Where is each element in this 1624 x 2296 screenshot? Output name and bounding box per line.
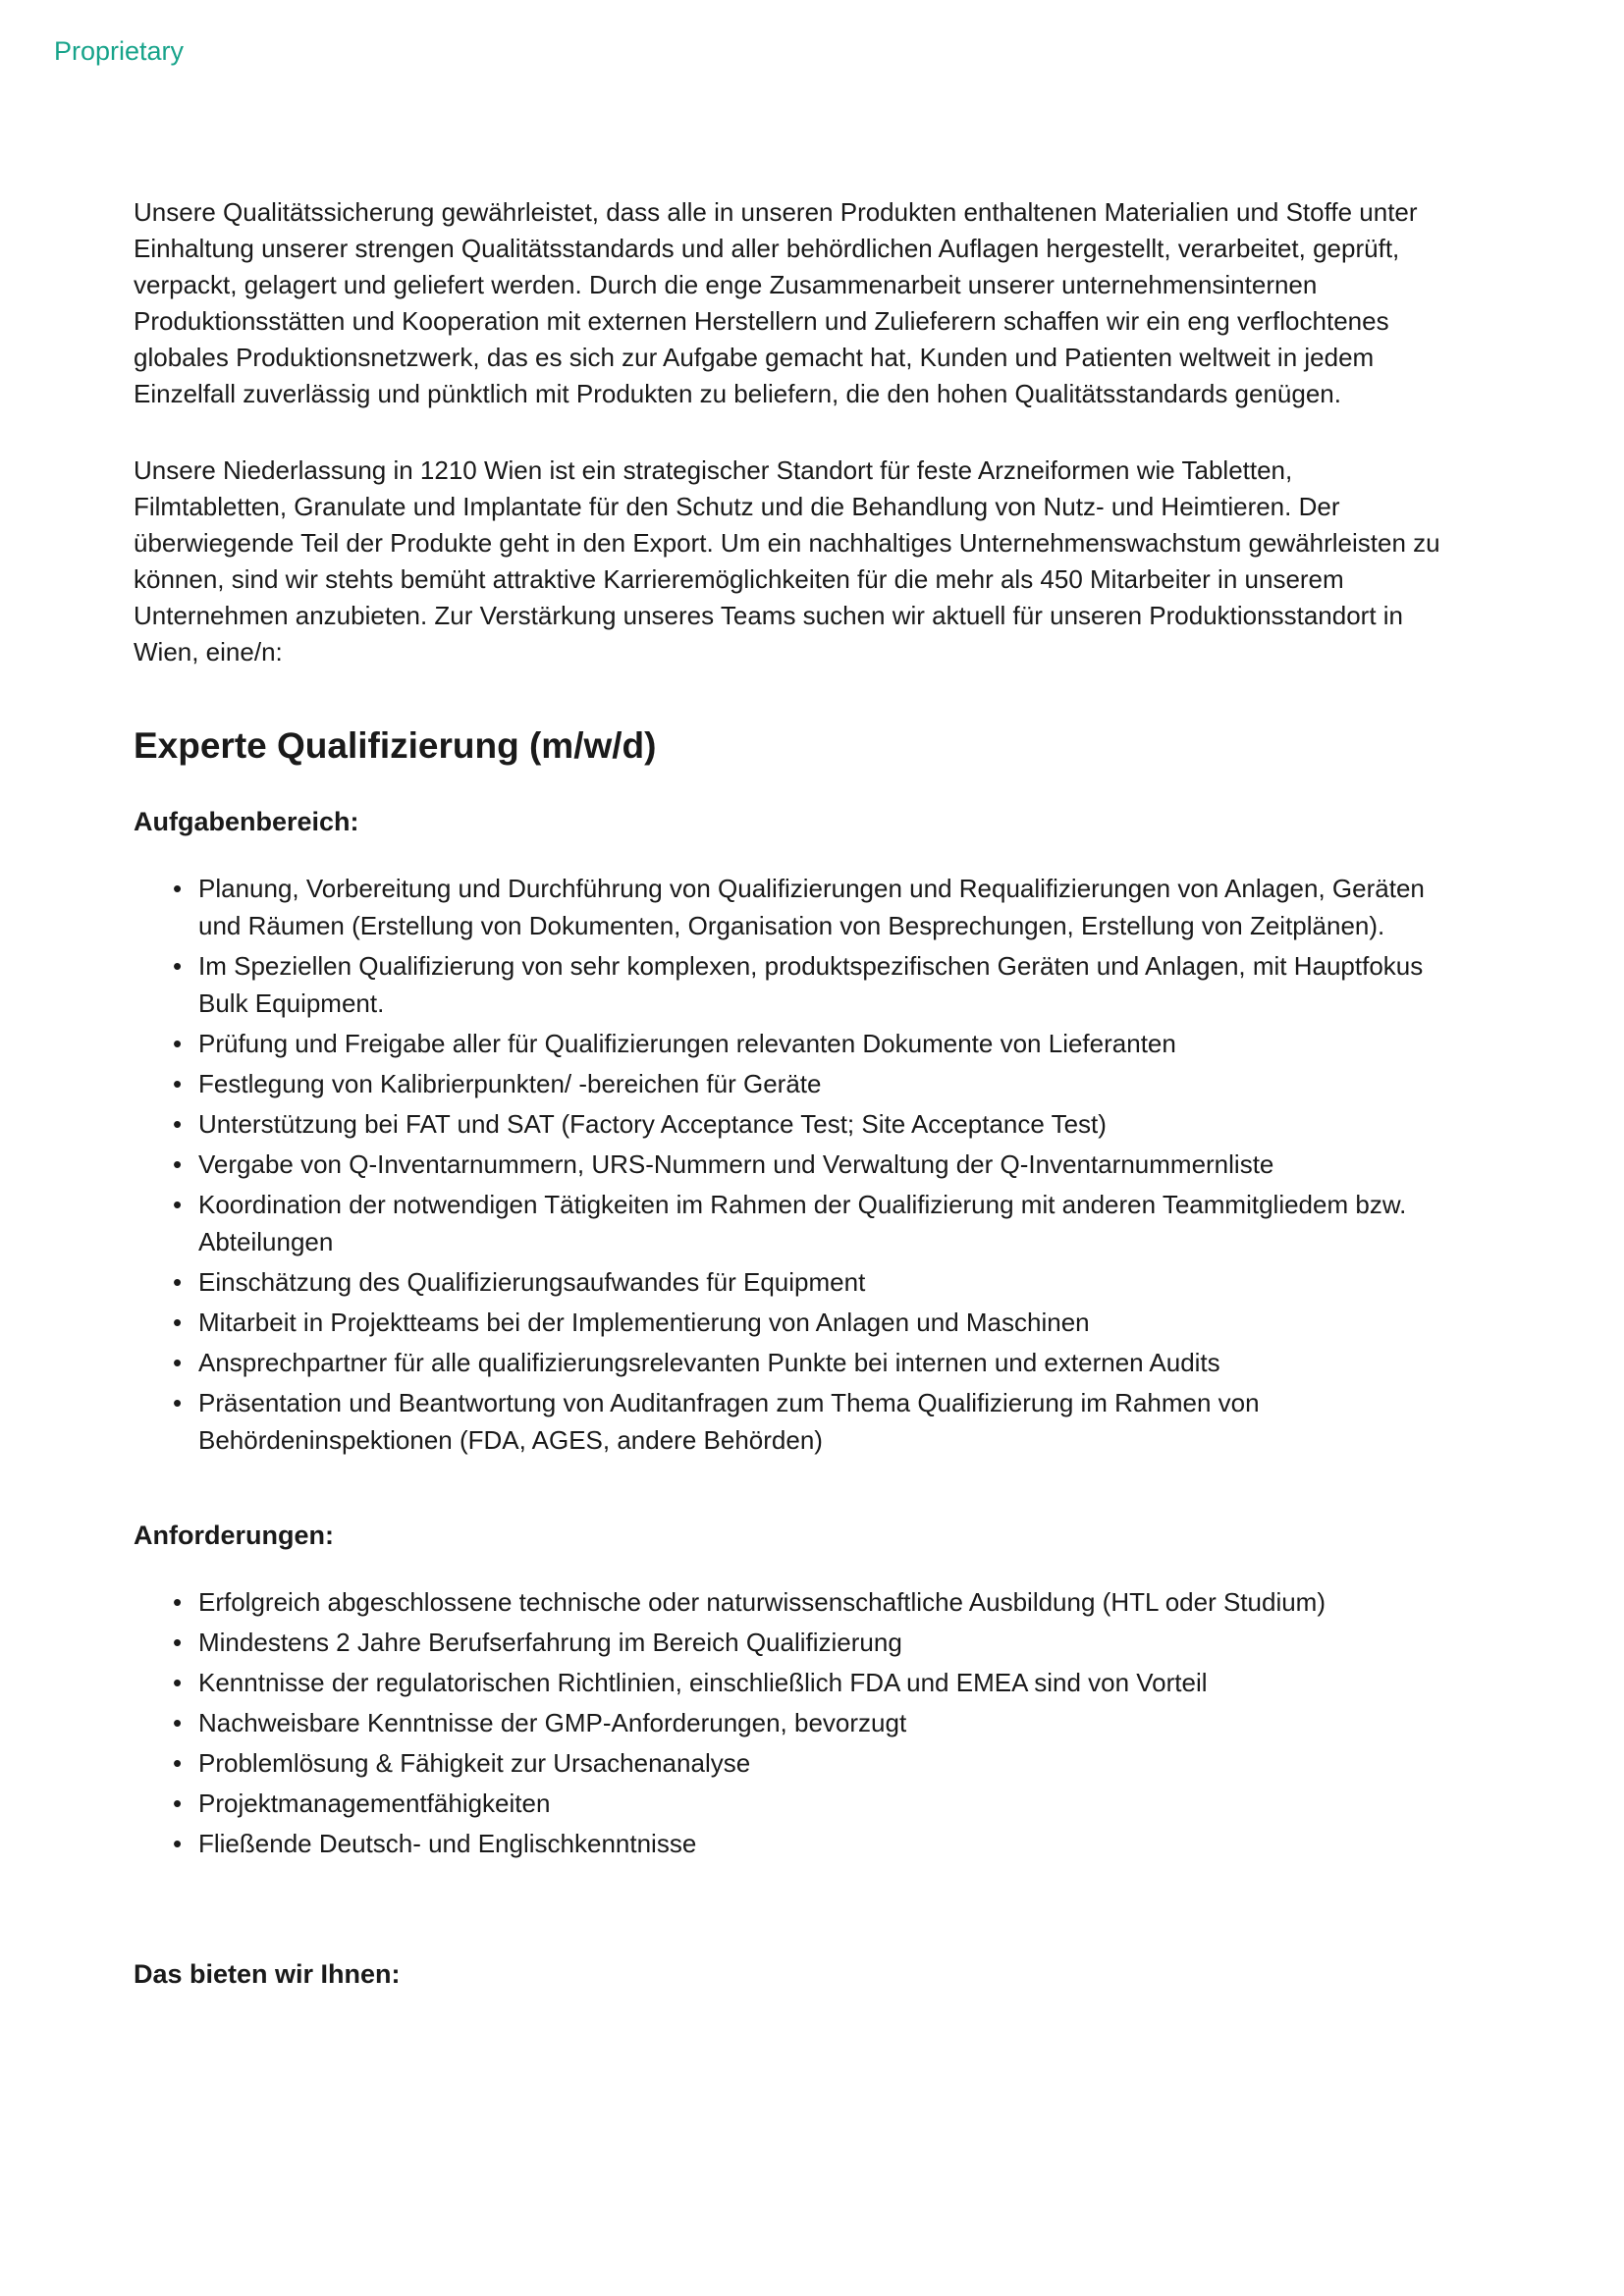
list-item bbox=[134, 1624, 1441, 1661]
document-content bbox=[134, 194, 1441, 1993]
list-item bbox=[134, 1105, 1441, 1143]
job-title: Experte Qualifizierung (m/w/d) bbox=[134, 725, 657, 766]
list-item bbox=[134, 1065, 1441, 1102]
list-item-text: Im Speziellen Qualifizierung von sehr komplexen, produktspezifischen Geräten und Anlagen, mit Hauptfokus Bulk Equipment. bbox=[198, 951, 1424, 1018]
list-item-text: Vergabe von Q-Inventarnummern, URS-Nummern und Verwaltung der Q-Inventarnummernliste bbox=[198, 1149, 1274, 1179]
list-item bbox=[134, 1664, 1441, 1701]
list-item bbox=[134, 1583, 1441, 1621]
list-item bbox=[134, 947, 1441, 1022]
intro-paragraph-1: Unsere Qualitätssicherung gewährleistet, dass alle in unseren Produkten enthaltenen Materialien und Stoffe unter Einhaltung unserer strengen Qualitätsstandards und aller behördlichen Auflagen hergestellt, verarbeitet, geprüft, verpackt, gelagert und geliefert werden. Durch die enge Zusammenarbeit unserer unternehmensinternen Produktionsstätten und Kooperation mit externen Herstellern und Zulieferern schaffen wir ein eng verflochtenes globales Produktionsnetzwerk, das es sich zur Aufgabe gemacht hat, Kunden und Patienten weltweit in jedem Einzelfall zuverlässig und pünktlich mit Produkten zu beliefern, die den hohen Qualitätsstandards genügen. bbox=[134, 197, 1418, 408]
requirements-list bbox=[134, 1583, 1441, 1862]
list-item-text: Mitarbeit in Projektteams bei der Implementierung von Anlagen und Maschinen bbox=[198, 1308, 1090, 1337]
list-item bbox=[134, 1146, 1441, 1183]
list-item bbox=[134, 1263, 1441, 1301]
list-item-text: Unterstützung bei FAT und SAT (Factory Acceptance Test; Site Acceptance Test) bbox=[198, 1109, 1107, 1139]
list-item-text: Ansprechpartner für alle qualifizierungsrelevanten Punkte bei internen und externen Audits bbox=[198, 1348, 1220, 1377]
section-heading-anforderungen: Anforderungen: bbox=[134, 1521, 334, 1550]
section-heading-das-bieten-wir-ihnen: Das bieten wir Ihnen: bbox=[134, 1959, 401, 1989]
section-heading-aufgabenbereich: Aufgabenbereich: bbox=[134, 807, 359, 836]
list-item-text: Präsentation und Beantwortung von Auditanfragen zum Thema Qualifizierung im Rahmen von Behördeninspektionen (FDA, AGES, andere Behörden) bbox=[198, 1388, 1260, 1455]
list-item bbox=[134, 1186, 1441, 1260]
list-item bbox=[134, 1025, 1441, 1062]
list-item bbox=[134, 1304, 1441, 1341]
list-item bbox=[134, 1704, 1441, 1741]
list-item-text: Kenntnisse der regulatorischen Richtlinien, einschließlich FDA und EMEA sind von Vorteil bbox=[198, 1668, 1208, 1697]
list-item-text: Einschätzung des Qualifizierungsaufwandes für Equipment bbox=[198, 1267, 866, 1297]
list-item-text: Erfolgreich abgeschlossene technische oder naturwissenschaftliche Ausbildung (HTL oder Studium) bbox=[198, 1587, 1326, 1617]
list-item-text: Mindestens 2 Jahre Berufserfahrung im Bereich Qualifizierung bbox=[198, 1628, 902, 1657]
list-item-text: Projektmanagementfähigkeiten bbox=[198, 1789, 551, 1818]
intro-paragraph-2: Unsere Niederlassung in 1210 Wien ist ein strategischer Standort für feste Arzneiformen wie Tabletten, Filmtabletten, Granulate und Implantate für den Schutz und die Behandlung von Nutz- und Heimtieren. Der überwiegende Teil der Produkte geht in den Export. Um ein nachhaltiges Unternehmenswachstum gewährleisten zu können, sind wir stehts bemüht attraktive Karrieremöglichkeiten für die mehr als 450 Mitarbeiter in unserem Unternehmen anzubieten. Zur Verstärkung unseres Teams suchen wir aktuell für unseren Produktionsstandort in Wien, eine/n: bbox=[134, 455, 1440, 667]
list-item bbox=[134, 1785, 1441, 1822]
list-item bbox=[134, 1825, 1441, 1862]
list-item bbox=[134, 1744, 1441, 1782]
list-item-text: Nachweisbare Kenntnisse der GMP-Anforderungen, bevorzugt bbox=[198, 1708, 907, 1737]
proprietary-label: Proprietary bbox=[54, 36, 185, 66]
list-item-text: Prüfung und Freigabe aller für Qualifizierungen relevanten Dokumente von Lieferanten bbox=[198, 1029, 1176, 1058]
list-item bbox=[134, 1344, 1441, 1381]
responsibilities-list bbox=[134, 870, 1441, 1459]
list-item-text: Planung, Vorbereitung und Durchführung von Qualifizierungen und Requalifizierungen von Anlagen, Geräten und Räumen (Erstellung von Dokumenten, Organisation von Besprechungen, Erstellung von Zeitplänen). bbox=[198, 874, 1425, 940]
list-item-text: Problemlösung & Fähigkeit zur Ursachenanalyse bbox=[198, 1748, 751, 1778]
list-item-text: Koordination der notwendigen Tätigkeiten im Rahmen der Qualifizierung mit anderen Teammitgliedem bzw. Abteilungen bbox=[198, 1190, 1407, 1256]
list-item bbox=[134, 870, 1441, 944]
list-item-text: Fließende Deutsch- und Englischkenntnisse bbox=[198, 1829, 697, 1858]
list-item bbox=[134, 1384, 1441, 1459]
list-item-text: Festlegung von Kalibrierpunkten/ -bereichen für Geräte bbox=[198, 1069, 822, 1098]
